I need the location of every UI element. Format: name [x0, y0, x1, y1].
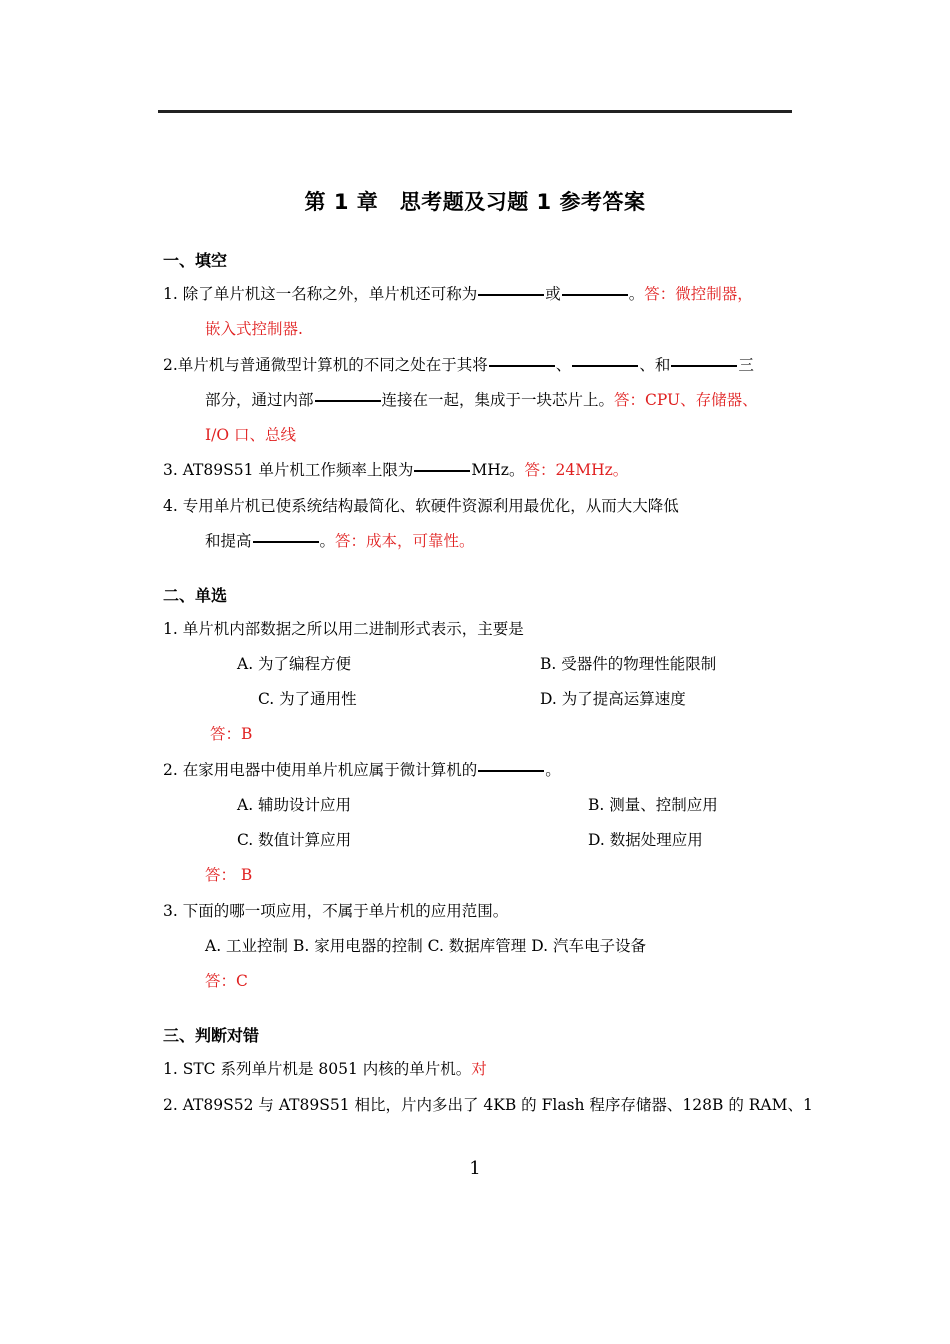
answer-blank [478, 294, 544, 296]
answer-blank [671, 365, 737, 367]
fill-q3-line [163, 460, 628, 480]
fill-q2-sep1: 、 [555, 356, 572, 374]
section-heading-judge: 三、判断对错 [163, 1026, 260, 1045]
judge-q2-text: 2. AT89S52 与 AT89S51 相比，片内多出了 4KB 的 Flash 程序存储器、128B 的 RAM、1 [163, 1096, 813, 1114]
answer-blank [253, 541, 319, 543]
header-rule [158, 110, 792, 113]
fill-q2-answer-cont: I/O 口、总线 [205, 426, 296, 444]
single-q1-option-d: D. 为了提高运算速度 [540, 690, 686, 708]
page-title: 第 1 章 思考题及习题 1 参考答案 [304, 190, 646, 214]
single-q3-stem: 3. 下面的哪一项应用，不属于单片机的应用范围。 [163, 902, 509, 920]
single-q2-option-d: D. 数据处理应用 [588, 831, 703, 849]
section-heading-fill: 一、填空 [163, 251, 228, 270]
fill-q4-text2: 和提高 [205, 532, 252, 550]
fill-q1-text: 1. 除了单片机这一名称之外，单片机还可称为 [163, 285, 478, 303]
fill-q2-line1 [163, 355, 754, 375]
fill-q1-line1 [163, 284, 753, 304]
section-heading-single: 二、单选 [163, 586, 228, 605]
fill-q2-text: 2.单片机与普通微型计算机的不同之处在于其将 [163, 356, 488, 374]
fill-q3-unit: MHz。 [471, 461, 525, 479]
fill-q3-answer: 答：24MHz。 [524, 461, 629, 479]
single-q1-option-c: C. 为了通用性 [258, 690, 357, 708]
single-q2-option-a: A. 辅助设计应用 [237, 796, 352, 814]
fill-q1-end: 。 [628, 285, 645, 303]
fill-q1-answer-cont: 嵌入式控制器. [205, 320, 303, 338]
judge-q1-answer: 对 [471, 1060, 487, 1078]
answer-blank [315, 400, 381, 402]
fill-q1-or: 或 [545, 285, 561, 303]
fill-q2-text2: 部分，通过内部 [205, 391, 314, 409]
single-q2-end: 。 [545, 761, 561, 779]
fill-q1-answer: 答：微控制器， [644, 285, 753, 303]
fill-q4-end: 。 [319, 532, 336, 550]
answer-blank [562, 294, 628, 296]
single-q1-answer: 答：B [210, 725, 253, 743]
judge-q1-text: 1. STC 系列单片机是 8051 内核的单片机。 [163, 1060, 472, 1078]
answer-blank [478, 770, 544, 772]
single-q1-option-b: B. 受器件的物理性能限制 [540, 655, 717, 673]
fill-q2-line2 [205, 390, 758, 410]
single-q2-option-c: C. 数值计算应用 [237, 831, 352, 849]
answer-blank [489, 365, 555, 367]
fill-q2-answer: 答：CPU、存储器、 [614, 391, 758, 409]
single-q1-stem: 1. 单片机内部数据之所以用二进制形式表示，主要是 [163, 620, 524, 638]
single-q2-answer: 答： B [205, 866, 253, 884]
single-q2-option-b: B. 测量、控制应用 [588, 796, 718, 814]
single-q3-answer: 答：C [205, 972, 248, 990]
fill-q4-line1: 4. 专用单片机已使系统结构最简化、软硬件资源利用最优化，从而大大降低 [163, 497, 679, 515]
fill-q4-line2 [205, 531, 475, 551]
fill-q2-tail: 三 [738, 356, 754, 374]
judge-q1-line [163, 1059, 487, 1079]
fill-q3-text: 3. AT89S51 单片机工作频率上限为 [163, 461, 414, 479]
single-q1-option-a: A. 为了编程方便 [237, 655, 352, 673]
fill-q4-answer: 答：成本，可靠性。 [335, 532, 475, 550]
answer-blank [414, 470, 470, 472]
single-q2-stem-line [163, 760, 561, 780]
single-q2-stem: 2. 在家用电器中使用单片机应属于微计算机的 [163, 761, 478, 779]
answer-blank [572, 365, 638, 367]
fill-q2-sep2: 、和 [639, 356, 671, 374]
single-q3-options: A. 工业控制 B. 家用电器的控制 C. 数据库管理 D. 汽车电子设备 [205, 937, 646, 955]
fill-q2-text3: 连接在一起，集成于一块芯片上。 [381, 391, 615, 409]
page-number: 1 [469, 1158, 481, 1179]
